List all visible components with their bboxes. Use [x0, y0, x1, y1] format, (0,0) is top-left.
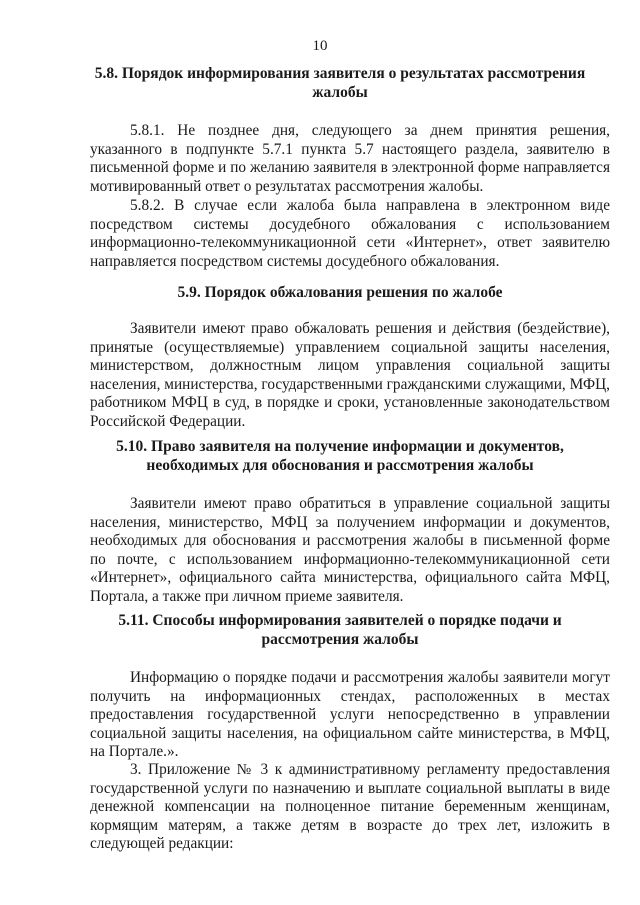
paragraph-appendix-3: 3. Приложение № 3 к административному регламенту предоставления государственной услуги по назначению и выплате социальной выплаты в виде денежной компенсации на полноценное питание беременным женщинам, кормящим матерям, а также детям в возрасте до трех лет, изложить в следующей редакции:: [90, 761, 610, 853]
heading-5-8: 5.8. Порядок информирования заявителя о результатах рассмотрения жалобы: [94, 65, 586, 101]
heading-5-9: 5.9. Порядок обжалования решения по жалобе: [177, 284, 503, 301]
page-number: 10: [312, 38, 328, 54]
paragraph-5-11: Информацию о порядке подачи и рассмотрения жалобы заявители могут получить на информационных стендах, расположенных в местах предоставления государственной услуги непосредственно в управлении социальной защиты населения, на официальном сайте министерства, в МФЦ, на Портале.».: [90, 669, 610, 761]
paragraph-5-8-2: 5.8.2. В случае если жалоба была направлена в электронном виде посредством системы досудебного обжалования с использованием информационно-телекоммуникационной сети «Интернет», ответ заявителю направляется посредством системы досудебного обжалования.: [90, 197, 610, 270]
heading-5-11: 5.11. Способы информирования заявителей о порядке подачи и рассмотрения жалобы: [118, 612, 562, 648]
paragraph-5-8-1: 5.8.1. Не позднее дня, следующего за днем принятия решения, указанного в подпункте 5.7.1 пункта 5.7 настоящего раздела, заявителю в письменной форме и по желанию заявителя в электронной форме направляется мотивированный ответ о результатах рассмотрения жалобы.: [90, 122, 610, 195]
heading-5-10: 5.10. Право заявителя на получение информации и документов, необходимых для обоснования и рассмотрения жалобы: [116, 438, 564, 474]
paragraph-5-9: Заявители имеют право обжаловать решения и действия (бездействие), принятые (осуществляемые) управлением социальной защиты населения, министерством, должностным лицом управления социальной защиты населения, министерства, государственными гражданскими служащими, МФЦ, работником МФЦ в суд, в порядке и сроки, установленные законодательством Российской Федерации.: [90, 320, 610, 430]
paragraph-5-10: Заявители имеют право обратиться в управление социальной защиты населения, министерство, МФЦ за получением информации и документов, необходимых для обоснования и рассмотрения жалобы в письменной форме по почте, с использованием информационно-телекоммуникационной сети «Интернет», официального сайта министерства, официального сайта МФЦ, Портала, а также при личном приеме заявителя.: [90, 495, 610, 605]
